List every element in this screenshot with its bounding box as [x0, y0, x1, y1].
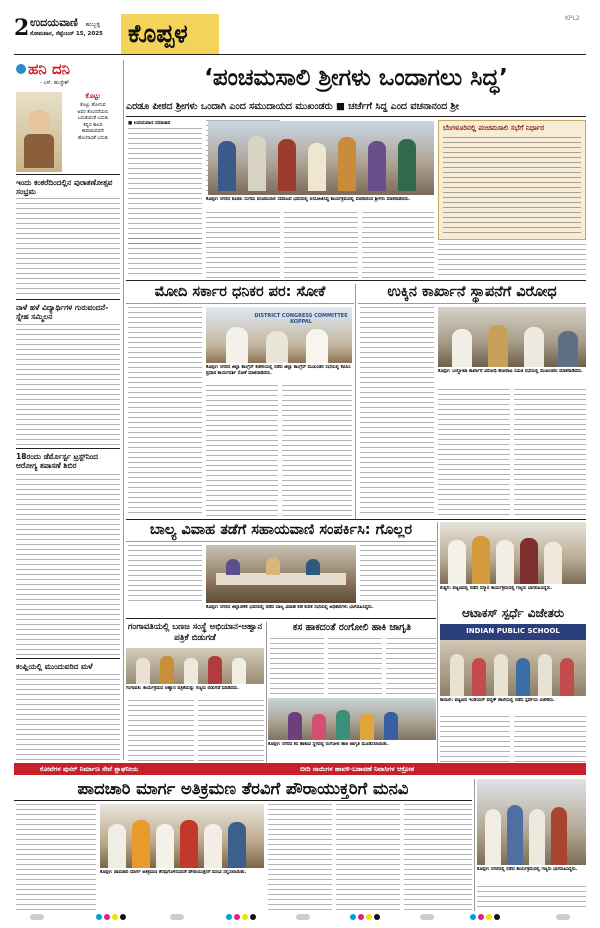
footpath-caption: ಕೊಪ್ಪಳ: ಪಾದಚಾರಿ ಮಾರ್ಗ ಅತಿಕ್ರಮಣ ತೆರವುಗೊಳಿಸುವಂತೆ ಪೌರಾಯುಕ್ತರಿಗೆ ಮನವಿ ಸಲ್ಲಿಸಲಾಯಿತು.: [100, 870, 247, 875]
footpath-body: [268, 804, 332, 910]
felicitation-photo: [440, 522, 586, 584]
lead-body-col: [206, 212, 280, 278]
rangoli-headline: ಕಸ ಹಾಕದಂತೆ ರಂಗೋಲಿ ಹಾಕಿ ಜಾಗೃತಿ: [292, 622, 412, 633]
lead-headline: ‘ಪಂಚಮಸಾಲಿ ಶ್ರೀಗಳು ಒಂದಾಗಲು ಸಿದ್ಧ’: [204, 65, 508, 91]
registration-mark: [170, 914, 184, 920]
section-title: ಕೊಪ್ಪಳ: [128, 19, 188, 48]
lead-subhead: ಎರಡೂ ಪೀಠದ ಶ್ರೀಗಳು ಒಂದಾಗಿ ಎಂದ ಸಮುದಾಯದ ಮುಖಂಡರು ■ ಚರ್ಚೆಗೆ ಸಿದ್ಧ ಎಂದ ವಚನಾನಂದ ಶ್ರೀ: [126, 101, 459, 112]
flower-icon: [16, 64, 26, 74]
quiz-headline: ಆಟಾಕಸ್ ಸ್ಪರ್ಧೆ ವಿಜೇತರು: [461, 606, 565, 620]
poem-line: ಕೊಟ್ಟು ಹೋಗುವ: [80, 103, 106, 108]
felicitation-caption: ಕುಷ್ಟಗಿ: ಪಟ್ಟಣದಲ್ಲಿ ನಡೆದ ಸನ್ಮಾನ ಕಾರ್ಯಕ್ರಮದಲ್ಲಿ ಗಣ್ಯರು ಭಾಗವಹಿಸಿದ್ದರು.: [440, 586, 553, 591]
color-dots: [470, 914, 500, 920]
factory-caption: ಕೊಪ್ಪಳ: ಬಲ್ಡೋಟಾ ಕಾರ್ಖಾನೆ ವಿರೋಧಿ ಹೋರಾಟ ಸಮಿತಿ ಸಭೆಯಲ್ಲಿ ಮುಖಂಡರು ಮಾತನಾಡಿದರು.: [438, 369, 583, 374]
date-line: ಸೋಮವಾರ, ಸೆಪ್ಟೆಂಬರ್ 15, 2025: [30, 31, 103, 37]
news-title: ಇಂದು ಕಂಕರೆದಿಂದಲ್ಲಿನ ಪುರಾತಣೋತ್ಸವ ಸಂಭ್ರಮ: [16, 178, 113, 196]
cartoon-image: [16, 92, 62, 172]
event-caption: ಕೊಪ್ಪಳ: ನಗರದಲ್ಲಿ ನಡೆದ ಕಾರ್ಯಕ್ರಮದಲ್ಲಿ ಗಣ್ಯರು ಭಾಗವಹಿಸಿದ್ದರು.: [477, 867, 578, 872]
child-headline: ಬಾಲ್ಯ ವಿವಾಹ ತಡೆಗೆ ಸಹಾಯವಾಣಿ ಸಂಪರ್ಕಿಸಿ: ಗೊಲ್ಲರ: [149, 522, 413, 538]
modi-body: [282, 385, 352, 517]
lead-body-col: [438, 244, 586, 278]
factory-body: [360, 307, 434, 517]
quiz-caption: ಕಾರಟಗಿ: ಪಟ್ಟಣದ ಇಂಡಿಯನ್ ಪಬ್ಲಿಕ್ ಶಾಲೆಯಲ್ಲಿ ನಡೆದ ಸ್ಪರ್ಧೆಯ ವಿಜೇತರು.: [440, 698, 555, 703]
footpath-photo: [100, 804, 264, 868]
registration-mark: [556, 914, 570, 920]
poem-line: ಅವರ ತೊಂದರೆಯನು: [77, 109, 109, 115]
registration-mark: [420, 914, 434, 920]
registration-mark: [30, 914, 44, 920]
lead-body: [128, 120, 202, 244]
poem-line: ಕಷ್ಟದ ಕಾಲದಿ: [83, 122, 103, 128]
color-dots: [226, 914, 256, 920]
footpath-headline: ಪಾದಚಾರಿ ಮಾರ್ಗ ಅತಿಕ್ರಮಣ ತೆರವಿಗೆ ಪೌರಾಯುಕ್ತರಿಗೆ ಮನವಿ: [77, 779, 409, 798]
news-body: [16, 324, 120, 446]
quiz-body: [514, 716, 586, 762]
rangoli-body: [328, 638, 382, 696]
rangoli-body: [270, 638, 324, 696]
gangavati-caption: ಗಂಗಾವತಿ: ಕಾರ್ಯಕ್ರಮದ ಆಹ್ವಾನ ಪತ್ರಿಕೆಯನ್ನು ಗಣ್ಯರು ಬಿಡುಗಡೆ ಮಾಡಿದರು.: [126, 686, 239, 691]
modi-photo: [206, 307, 352, 363]
modi-body: [128, 307, 202, 517]
poem-line: ಕಾಪಾಡುವವನೇ: [81, 129, 105, 134]
byline: ■ ಉದಯವಾಣಿ ಸಮಾಚಾರ: [128, 121, 171, 126]
news-title: ನಾಳೆ ಹಳೆ ವಿದ್ಯಾರ್ಥಿಗಳ ಗುರುವಂದನೆ-ಸ್ನೇಹ ಸಮ್ಮಿಲನ: [16, 303, 109, 321]
gangavati-photo: [126, 648, 264, 684]
child-caption: ಕೊಪ್ಪಳ: ನಗರದ ಜಿಲ್ಲಾಡಳಿತ ಭವನದಲ್ಲಿ ನಡೆದ ಬಾಲ್ಯ ವಿವಾಹ ತಡೆ ಕುರಿತ ಸಭೆಯಲ್ಲಿ ಅಧಿಕಾರಿಗಳು ಭಾಗವಹಿಸಿದ್ದರು.: [206, 605, 374, 610]
modi-headline: ಮೋದಿ ಸರ್ಕಾರ ಧನಿಕರ ಪರ: ಸೋಕೆ: [154, 284, 326, 300]
color-dots: [96, 914, 126, 920]
footpath-body: [16, 804, 96, 910]
modi-caption: ಕೊಪ್ಪಳ: ನಗರದ ಜಿಲ್ಲಾ ಕಾಂಗ್ರೆಸ್ ಕಚೇರಿಯಲ್ಲಿ ನಡೆದ ಜಿಲ್ಲಾ ಕಾಂಗ್ರೆಸ್ ಮುಖಂಡರ ಸಭೆಯಲ್ಲಿ ಕೆಪಿಸಿಸಿ ಪ್ರಧಾನ ಕಾರ್ಯದರ್ಶಿ ಸೋಕೆ ಮಾತನಾಡಿದರು.: [206, 365, 351, 376]
poem-line: ಬದುಕುವಂತೆ ಬದುಕು: [77, 116, 109, 121]
quiz-photo: [440, 624, 586, 696]
modi-body: [206, 385, 278, 517]
rangoli-body: [386, 638, 436, 696]
event-body: [477, 886, 586, 910]
box-title: ಬೆಂಗಳೂರಿನಲ್ಲಿ ಪಂಚಮಸಾಲಿ ಸಭೆಗೆ ನಿರ್ಧಾರ: [443, 124, 545, 132]
factory-headline: ಉಕ್ಕಿನ ಕಾರ್ಖಾನೆ ಸ್ಥಾಪನೆಗೆ ವಿರೋಧ: [387, 284, 557, 300]
factory-photo: [438, 307, 586, 367]
banner-text: INDIAN PUBLIC SCHOOL: [466, 627, 560, 635]
rangoli-caption: ಕೊಪ್ಪಳ: ನಗರದ ಕಸ ಹಾಕುವ ಸ್ಥಳದಲ್ಲಿ ರಂಗೋಲಿ ಹಾಕಿ ಜಾಗೃತಿ ಮೂಡಿಸಲಾಯಿತು.: [268, 742, 389, 747]
factory-body: [514, 389, 586, 517]
news-body: [16, 198, 120, 296]
strip-left: ಕೋಟೆಗಳ ಪುನರ್ ನಿರ್ಮಾಣ ಸೇವೆ ಶ್ಲಾಘನೀಯ: [40, 765, 139, 773]
hani-dani-logo: ಹನಿ ದನಿ: [16, 60, 120, 82]
edition-label: ಹುಬ್ಬಳ್ಳಿ: [85, 21, 101, 28]
banner-text: DISTRICT CONGRESS COMMITTEE KOPPAL: [254, 313, 348, 325]
paper-name: ಉದಯವಾಣಿ ಹುಬ್ಬಳ್ಳಿ: [30, 16, 101, 29]
child-photo: [206, 545, 356, 603]
rangoli-photo: [268, 698, 436, 740]
child-body: [128, 545, 202, 605]
poem-line: ಹೊಂದಾಣಿಕೆ ಬದುಕು: [77, 135, 109, 141]
footpath-body: [336, 804, 400, 910]
lead-photo: [208, 121, 434, 195]
footpath-body: [404, 804, 472, 910]
news-title: ಕಂಪ್ಲಿಯಲ್ಲಿ ಮುಂದುವರಿದ ಮಳೆ: [16, 662, 93, 671]
lead-body-col: [284, 212, 358, 278]
event-photo: [477, 779, 586, 865]
gangavati-body: [198, 700, 264, 762]
news-body: [16, 474, 120, 656]
news-body: [16, 674, 120, 760]
lead-body-col: [362, 212, 434, 278]
news-title: 18ರಂದು ಡೆರ್ಮೊರ್ಸ್ಟ ಟ್ರಸ್ಟ್‌ನಿಂದ ಆರೋಗ್ಯ ತಪಾಸಣೆ ಶಿಬಿರ: [16, 452, 98, 470]
quiz-body: [440, 716, 510, 762]
registration-mark: [296, 914, 310, 920]
poem-title: ಕೊಟ್ಟು: [85, 92, 101, 100]
gangavati-body: [128, 700, 194, 762]
poem: [65, 92, 121, 142]
strip-right: ಬೀದಿ ನಾಯಿಗಳ ಹಾವಳಿ-ಬಡಾವಣೆ ನಿವಾಸಿಗಳ ಆಕ್ರೋಶ: [300, 765, 415, 773]
column-author: - ಎಸ್. ಹುಚ್ಚೇಶ್: [40, 80, 70, 86]
child-body: [360, 545, 436, 605]
factory-body: [438, 389, 510, 517]
lead-caption: ಕೊಪ್ಪಳ: ನಗರದ ಕೂಡಲ ಸಂಗಮ ಪಂಚಮಸಾಲಿ ಸಮಾಜದ ಭವನದಲ್ಲಿ ಆಯೋಜಿಸಿದ್ದ ಕಾರ್ಯಕ್ರಮದಲ್ಲಿ ವಚನಾನಂದ ಶ್ರೀಗಳು ಮಾತನಾಡಿದರು.: [206, 197, 411, 202]
page-number: 2: [14, 15, 30, 41]
color-dots: [350, 914, 380, 920]
lead-body-col: [128, 238, 202, 278]
page-code: KPL2: [565, 15, 580, 22]
gangavati-headline: ಗಂಗಾವತಿಯಲ್ಲಿ ಬಣಜ ಸಂಸ್ಥೆ ಅಭಿಯಾನ-ಆಹ್ವಾನ ಪತ್ರಿಕೆ ಬಿಡುಗಡೆ: [127, 622, 263, 643]
info-box: [438, 120, 586, 240]
